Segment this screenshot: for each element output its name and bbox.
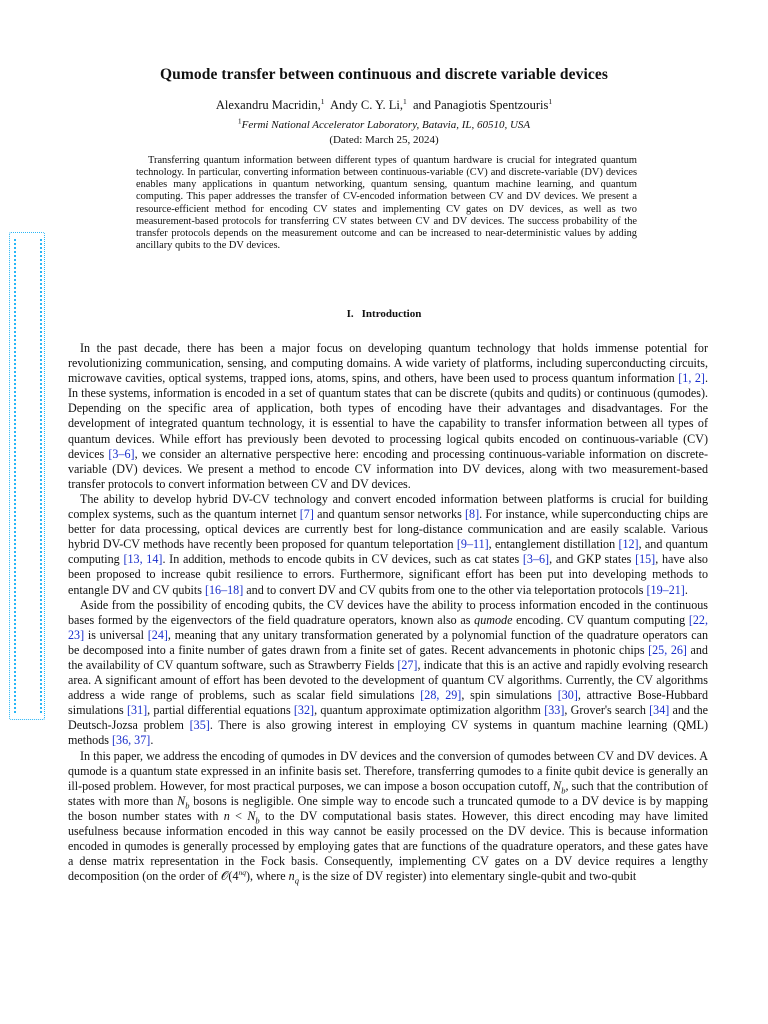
- text-run: . In these systems, information is encoded in a set of quantum states that can be discrete (qubits and qudits) or continuous (qumodes). Depending on the specific area of application, both types of encoding have their advantages and disadvantages. For the development of integrated quantum technology, it is essential to have the capability to transfer information between all types of quantum devices. While effort has previously been devoted to processing logical qubits encoded on continuous-variable (CV) devices: [68, 371, 708, 461]
- text-run: The ability to develop hybrid DV-CV technology and convert encoded information between platforms is crucial for building complex systems, such as the quantum internet: [68, 491, 708, 522]
- affiliation-mark: 1: [402, 96, 407, 106]
- body-paragraph: [68, 492, 708, 598]
- text-run: is universal: [84, 627, 148, 642]
- citation-link[interactable]: [19–21]: [646, 582, 685, 597]
- citation-link[interactable]: [31]: [127, 703, 148, 718]
- affiliation-text: Fermi National Accelerator Laboratory, Batavia, IL, 60510, USA: [241, 119, 531, 131]
- citation-link[interactable]: [36, 37]: [112, 733, 151, 748]
- citation-link[interactable]: [28, 29]: [420, 688, 462, 703]
- citation-link[interactable]: [15]: [635, 552, 656, 567]
- affiliation-mark: 1: [548, 96, 553, 106]
- date-line: (Dated: March 25, 2024): [329, 134, 439, 146]
- citation-link[interactable]: [24]: [147, 627, 168, 642]
- math-index: b: [255, 815, 260, 826]
- text-run: In this paper, we address the encoding of qumodes in DV devices and the conversion of qumodes between CV and DV devices. A qumode is a quantum state expressed in an infinite basis set. Therefore, transferring qumodes to a finite qubit device is generally an ill-posed problem. However, for most practical purposes, we can impose a boson occupation cutoff,: [68, 748, 708, 793]
- body-paragraph: [68, 749, 708, 885]
- margin-dotted-line: [40, 239, 44, 713]
- citation-link[interactable]: [8]: [465, 507, 480, 522]
- text-run: N: [247, 808, 256, 823]
- text-run: . There is also growing interest in employing CV systems in quantum machine learning (QML) methods: [68, 718, 709, 748]
- text-run: encoding. CV quantum computing: [512, 612, 689, 627]
- citation-link[interactable]: [16–18]: [204, 582, 244, 597]
- text-run: N: [553, 778, 562, 793]
- text-run: n: [223, 808, 230, 823]
- text-run: N: [177, 793, 186, 808]
- text-run: , partial differential equations: [147, 703, 294, 718]
- citation-link[interactable]: [1, 2]: [678, 371, 705, 386]
- citation-link[interactable]: [9–11]: [456, 537, 489, 552]
- text-run: , Grover's search: [564, 703, 650, 718]
- margin-dotted-line: [14, 239, 18, 713]
- citation-link[interactable]: [32]: [293, 703, 315, 718]
- text-run: and quantum sensor networks: [313, 507, 466, 522]
- text-run: and the Deutsch-Jozsa problem: [68, 703, 708, 733]
- text-run: , quantum approximate optimization algorithm: [314, 703, 545, 718]
- author-name: Alexandru Macridin,: [215, 98, 321, 112]
- author-3: [413, 98, 552, 112]
- math-index: nq: [238, 868, 247, 878]
- abstract: Transferring quantum information between different types of quantum hardware is crucial for integrated quantum technology. In particular, converting information between continuous-variable (CV) and discrete-variable (DV) devices enables many applications in quantum networking, quantum sensing, quantum machine learning, and quantum computing. This paper addresses the transfer of CV-encoded information between CV and DV devices. We present a resource-efficient method for encoding CV states and implementing CV gates on DV devices, as well as two measurement-based protocols for transferring CV states between CV and DV devices. The success probability of the transfer protocols depends on the measurement outcome and can be increased to near-deterministic values by adding ancillary qubits to the DV devices.: [136, 155, 637, 252]
- text-run: , and quantum computing: [68, 537, 708, 567]
- text-run: , have also been proposed to increase qubit resilience to errors. Furthermore, significant effort has been put into developing methods to entangle DV and CV qubits: [68, 552, 708, 597]
- math-index: b: [561, 785, 566, 796]
- section-title: Introduction: [361, 308, 422, 320]
- author-2: [330, 98, 407, 112]
- paper-title: Qumode transfer between continuous and discrete variable devices: [160, 66, 608, 83]
- citation-link[interactable]: [34]: [649, 703, 670, 718]
- text-run: qumode: [474, 612, 513, 627]
- citation-link[interactable]: [3–6]: [108, 446, 135, 461]
- text-run: n: [288, 869, 295, 884]
- citation-link[interactable]: [27]: [397, 657, 418, 672]
- citation-link[interactable]: [35]: [189, 718, 210, 733]
- author-name: Andy C. Y. Li,: [330, 98, 403, 112]
- citation-link[interactable]: [30]: [557, 688, 578, 703]
- citation-link[interactable]: [22, 23]: [68, 612, 708, 642]
- text-run: , meaning that any unitary transformation generated by a polynomial function of the quadrature operators can be decomposed into a finite number of gates drawn from a finite set of gates. Recent advancements in photonic chips: [68, 627, 708, 657]
- text-run: In the past decade, there has been a major focus on developing quantum technology that holds immense potential for revolutionizing communication, sensing, and computing domains. A wide variety of platforms, including superconducting circuits, microwave cavities, optical systems, trapped ions, atoms, spins, and others, have been used to process quantum information: [68, 341, 708, 386]
- author-list: [0, 98, 768, 113]
- text-run: , attractive Bose-Hubbard simulations: [68, 688, 708, 718]
- citation-link[interactable]: [7]: [299, 507, 314, 522]
- text-run: , entanglement distillation: [488, 537, 619, 552]
- text-run: , and GKP states: [549, 552, 636, 567]
- citation-link[interactable]: [25, 26]: [648, 642, 687, 657]
- text-run: bosons is negligible. One simple way to encode such a truncated qumode to a DV device is by mapping the boson number states with: [68, 793, 708, 823]
- author-1: [216, 98, 325, 112]
- math-index: b: [185, 800, 190, 811]
- affiliation-mark: 1: [237, 116, 242, 126]
- author-name: and Panagiotis Spentzouris: [412, 98, 549, 112]
- text-run: and to convert DV and CV qubits from one to the other via teleportation protocols: [243, 582, 647, 597]
- affiliation-mark: 1: [320, 96, 325, 106]
- text-run: Aside from the possibility of encoding qubits, the CV devices have the ability to process information encoded in the continuous bases formed by the eigenvectors of the field quadrature operators, known also as: [68, 597, 708, 627]
- citation-link[interactable]: [12]: [618, 537, 639, 552]
- text-run: , spin simulations: [461, 688, 558, 703]
- citation-link[interactable]: [13, 14]: [123, 552, 163, 567]
- citation-link[interactable]: [3–6]: [522, 552, 550, 567]
- text-run: , such that the contribution of states with more than: [68, 778, 708, 808]
- text-run: . In addition, methods to encode qubits in CV devices, such as cat states: [162, 552, 523, 567]
- text-run: .: [150, 733, 154, 748]
- math-index: q: [294, 875, 299, 886]
- text-run: , indicate that this is an active and rapidly evolving research area. A significant amount of effort has been devoted to the development of quantum CV algorithms. Currently, the CV algorithms address a wide range of problems, such as scalar field simulations: [68, 657, 708, 703]
- section-heading: [0, 308, 768, 320]
- body-text: [68, 341, 708, 884]
- citation-link[interactable]: [33]: [544, 703, 565, 718]
- section-number: I.: [346, 308, 354, 320]
- body-paragraph: [68, 598, 708, 749]
- text-run: <: [229, 808, 248, 823]
- text-run: and the availability of CV quantum software, such as Strawberry Fields: [68, 642, 708, 672]
- text-run: is the size of DV register) into elementary single-qubit and two-qubit: [298, 869, 637, 884]
- margin-selection-strip: [9, 232, 45, 720]
- affiliation: [0, 116, 768, 131]
- text-run: , we consider an alternative perspective here: encoding and processing continuous-variable information on discrete-variable (DV) devices. We present a method to encode CV information into DV devices, along with two measurement-based transfer protocols to convert information between CV and DV devices.: [68, 446, 709, 491]
- text-run: . For instance, while superconducting chips are better for data processing, optical devices are currently best for long-distance communication and are easily scalable. Various hybrid DV-CV methods have recently been proposed for quantum teleportation: [68, 507, 708, 552]
- text-run: .: [684, 582, 688, 597]
- body-paragraph: [68, 341, 708, 492]
- text-run: to the DV computational basis states. However, this direct encoding may have limited usefulness because information encoded in this way cannot be easily processed on the DV device. This is because information encoded in qumodes is generally processed by employing gates that are functions of the quadrature operators, and these gates have a dense matrix representation in the Fock basis. Consequently, implementing CV gates on a DV device requires a lengthy decomposition (on the order of 𝒪(4: [68, 808, 708, 884]
- text-run: ), where: [246, 869, 289, 884]
